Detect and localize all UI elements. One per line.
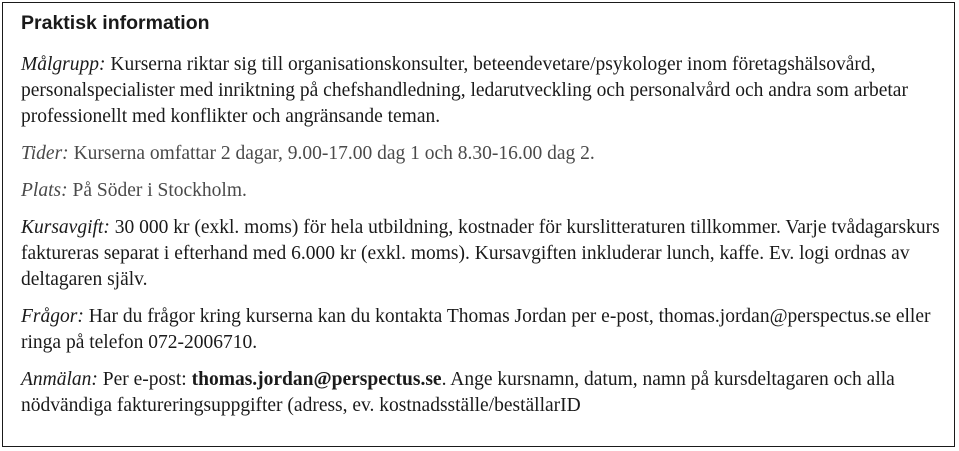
kursavgift-text: 30 000 kr (exkl. moms) för hela utbildning, kostnader för kurslitteraturen tillkommer. Varje tvådagarskurs faktureras separat i efterhand med 6.000 kr (exkl. moms). Kursavgiften inkluderar lunch, kaffe. Ev. logi ordnas av deltagaren själv. [21, 217, 940, 290]
malgrupp-label: Målgrupp: [21, 54, 106, 75]
plats-paragraph [21, 178, 940, 204]
tider-paragraph [21, 141, 940, 167]
tider-text: Kurserna omfattar 2 dagar, 9.00-17.00 dag 1 och 8.30-16.00 dag 2. [68, 143, 595, 164]
anmalan-text-after: . Ange kursnamn, datum, namn på kursdeltagaren och alla nödvändiga faktureringsuppgifter (adress, ev. kostnadsställe/beställarID [21, 369, 895, 416]
anmalan-label: Anmälan: [21, 369, 98, 390]
plats-text: På Söder i Stockholm. [67, 180, 247, 201]
malgrupp-paragraph [21, 52, 940, 130]
fragor-paragraph [21, 304, 940, 356]
info-box [2, 2, 955, 447]
fragor-text: Har du frågor kring kurserna kan du kontakta Thomas Jordan per e-post, thomas.jordan@perspectus.se eller ringa på telefon 072-2006710. [21, 306, 931, 353]
section-heading: Praktisk information [21, 12, 210, 34]
anmalan-paragraph [21, 367, 940, 419]
tider-label: Tider: [21, 143, 69, 164]
malgrupp-text: Kurserna riktar sig till organisationskonsulter, beteendevetare/psykologer inom företagshälsovård, personalspecialister med inriktning på chefshandledning, ledarutveckling och personalvård och andra som arbetar professionellt med konflikter och angränsande teman. [21, 54, 908, 127]
anmalan-email-link[interactable]: thomas.jordan@perspectus.se [191, 369, 442, 390]
kursavgift-label: Kursavgift: [21, 217, 110, 238]
fragor-label: Frågor: [21, 306, 84, 327]
plats-label: Plats: [21, 180, 68, 201]
anmalan-text-before: Per e-post: [97, 369, 192, 390]
kursavgift-paragraph [21, 215, 940, 293]
